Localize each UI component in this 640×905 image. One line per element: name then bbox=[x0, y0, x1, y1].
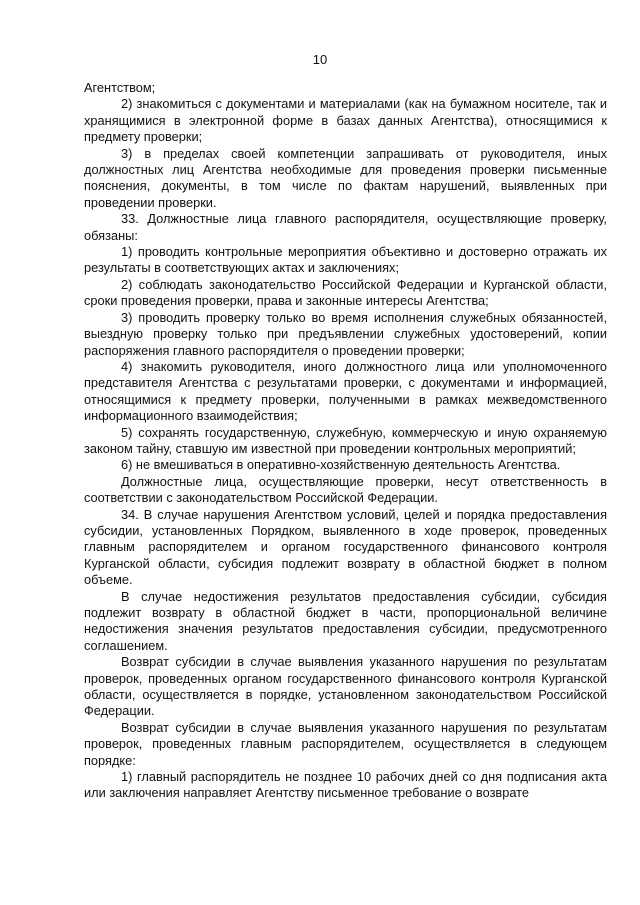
page-number: 10 bbox=[312, 52, 328, 67]
paragraph: 34. В случае нарушения Агентством условий, целей и порядка предоставления субсидии, установленных Порядком, выявленного в ходе проверок, проведенных главным распорядителем и органом государственного финансового контроля Курганской области, субсидия подлежит возврату в областной бюджет в полном объеме. bbox=[84, 506, 607, 588]
paragraph: 5) сохранять государственную, служебную, коммерческую и иную охраняемую законом тайну, ставшую им известной при проведении контрольных мероприятий; bbox=[84, 424, 607, 456]
paragraph: Агентством; bbox=[84, 80, 156, 95]
paragraph: 1) главный распорядитель не позднее 10 рабочих дней со дня подписания акта или заключения направляет Агентству письменное требование о возврате bbox=[84, 769, 607, 801]
paragraph: 2) знакомиться с документами и материалами (как на бумажном носителе, так и хранящимися в электронной форме в базах данных Агентства), относящимися к предмету проверки; bbox=[84, 96, 607, 145]
paragraph: Возврат субсидии в случае выявления указанного нарушения по результатам проверок, проведенных главным распорядителем, осуществляется в следующем порядке: bbox=[84, 719, 607, 768]
paragraph: 3) проводить проверку только во время исполнения служебных обязанностей, выездную проверку только при предъявлении служебных удостоверений, копии распоряжения главного распорядителя о проведении проверки; bbox=[84, 309, 607, 358]
paragraph: Возврат субсидии в случае выявления указанного нарушения по результатам проверок, проведенных органом государственного финансового контроля Курганской области, осуществляется в порядке, установленном законодательством Российской Федерации. bbox=[84, 654, 607, 719]
document-body bbox=[84, 80, 607, 802]
paragraph: 6) не вмешиваться в оперативно-хозяйственную деятельность Агентства. bbox=[121, 457, 561, 473]
paragraph: 3) в пределах своей компетенции запрашивать от руководителя, иных должностных лиц Агентства необходимые для проведения проверки письменные пояснения, документы, в том числе по фактам нарушений, выявленных при проведении проверки. bbox=[84, 145, 607, 210]
paragraph: 1) проводить контрольные мероприятия объективно и достоверно отражать их результаты в соответствующих актах и заключениях; bbox=[84, 244, 607, 276]
paragraph: 33. Должностные лица главного распорядителя, осуществляющие проверку, обязаны: bbox=[84, 211, 607, 243]
paragraph: В случае недостижения результатов предоставления субсидии, субсидия подлежит возврату в областной бюджет в части, пропорциональной величине недостижения значения результатов предоставления субсидии, предусмотренного соглашением. bbox=[84, 588, 607, 653]
paragraph: 2) соблюдать законодательство Российской Федерации и Курганской области, сроки проведения проверки, права и законные интересы Агентства; bbox=[84, 276, 607, 309]
paragraph: Должностные лица, осуществляющие проверки, несут ответственность в соответствии с законодательством Российской Федерации. bbox=[84, 473, 607, 506]
paragraph: 4) знакомить руководителя, иного должностного лица или уполномоченного представителя Агентства с результатами проверки, с документами и информацией, относящимися к предмету проверки, полученными в рамках межведомственного информационного взаимодействия; bbox=[84, 358, 607, 424]
